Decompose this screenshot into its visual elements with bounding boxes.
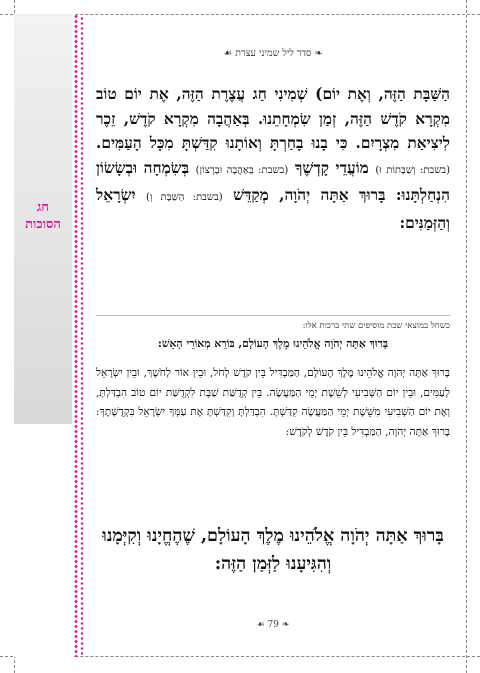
kiddush-text-main: הַשַּׁבָּת הַזֶּה, וְאֶת יוֹם) שְׁמִינִי חַג עֲצֶרֶת הַזֶּה, אֶת יוֹם טוֹב מִקְרָא קֹדֶשׁ הַזֶּה, זְמַן שִׂמְחָתֵנוּ. בְּאַהֲבָה מִקְרָא קֹדֶשׁ, זֵכֶר לִיצִיאַת מִצְרָיִם. כִּי בָנוּ בָחַרְתָּ וְאוֹתָנוּ קִדַּשְׁתָּ מִכָּל הָעַמִּים. xyxy=(96,85,450,152)
kiddush-text-mid2: בְּשִׂמְחָה וּבְשָׂשׂוֹן הִנְחַלְתָּנוּ: בָּרוּךְ אַתָּה יְהֹוָה, מְקַדֵּשׁ xyxy=(96,158,451,204)
ornament-icon: ☙ xyxy=(223,48,233,59)
kiddush-text-end: יִשְׂרָאֵל וְהַזְּמַנִּים: xyxy=(96,186,450,232)
dotted-border-inner xyxy=(80,14,84,657)
page-title: סדר ליל שמיני עצרת xyxy=(235,48,312,59)
ornament-icon: ❧ xyxy=(314,48,323,59)
page-header xyxy=(96,48,450,59)
shabbat-insert-3: (בשבת: הַשַּׁבָּת וְ) xyxy=(145,192,223,203)
shabbat-insert-1: (בשבת: וְשַׁבָּתוֹת וּ) xyxy=(375,164,451,176)
kiddush-text-mid1: מוֹעֲדֵי קָדְשֶׁךָ xyxy=(294,158,369,177)
page-footer xyxy=(96,620,450,630)
shehecheyanu-blessing: בָּרוּךְ אַתָּה יְהֹוָה אֱלֹהֵינוּ מֶלֶךְ הָעוֹלָם, שֶׁהֶחֱיָנוּ וְקִיְּמָנוּ וְהִגִּיעָנוּ לַזְּמַן הַזֶּה: xyxy=(102,526,444,574)
section-divider xyxy=(96,315,450,316)
havdalah-blessing: בָּרוּךְ אַתָּה יְהֹוָה אֱלֹהֵינוּ מֶלֶךְ הָעוֹלָם, הַמַּבְדִּיל בֵּין קֹדֶשׁ לְחֹל, וּבֵין אוֹר לְחֹשֶׁךְ, וּבֵין יִשְׂרָאֵל לָעַמִּים, וּבֵין יוֹם הַשְּׁבִיעִי לְשֵׁשֶׁת יְמֵי הַמַּעֲשֶׂה. בֵּין קְדֻשַּׁת שַׁבָּת לִקְדֻשַּׁת יוֹם טוֹב הִבְדַּלְתָּ, וְאֶת יוֹם הַשְּׁבִיעִי מִשֵּׁשֶׁת יְמֵי הַמַּעֲשֶׂה קִדַּשְׁתָּ. הִבְדַּלְתָּ וְקִדַּשְׁתָּ אֶת עַמְּךָ יִשְׂרָאֵל בִּקְדֻשָּׁתֶךָ: בָּרוּךְ אַתָּה יְהֹוָה, הַמַּבְדִּיל בֵּין קֹדֶשׁ לְקֹדֶשׁ: xyxy=(96,367,450,438)
ornament-icon: ☙ xyxy=(256,620,265,630)
section-tab-label-line2: הסוכות xyxy=(25,217,61,232)
ornament-icon: ❧ xyxy=(281,620,290,630)
section-tab-sidebar xyxy=(14,14,74,657)
fire-blessing: בָּרוּךְ אַתָּה יְהֹוָה אֱלֹהֵינוּ מֶלֶךְ הָעוֹלָם, בּוֹרֵא מְאוֹרֵי הָאֵשׁ: xyxy=(157,337,389,350)
dotted-border xyxy=(74,14,78,657)
crop-line-right xyxy=(466,0,467,673)
section-tab-label-line1: חג xyxy=(37,200,49,215)
section-tab-label[interactable] xyxy=(18,199,68,233)
page-number: 79 xyxy=(267,620,279,630)
shabbat-insert-2: (בשבת: בְּאַהֲבָה וּבְרָצוֹן) xyxy=(195,164,289,176)
kiddush-paragraph xyxy=(96,82,450,235)
instruction-note: כשחל במוצאי שבת מוסיפים שתי ברכות אלו: xyxy=(302,321,450,331)
